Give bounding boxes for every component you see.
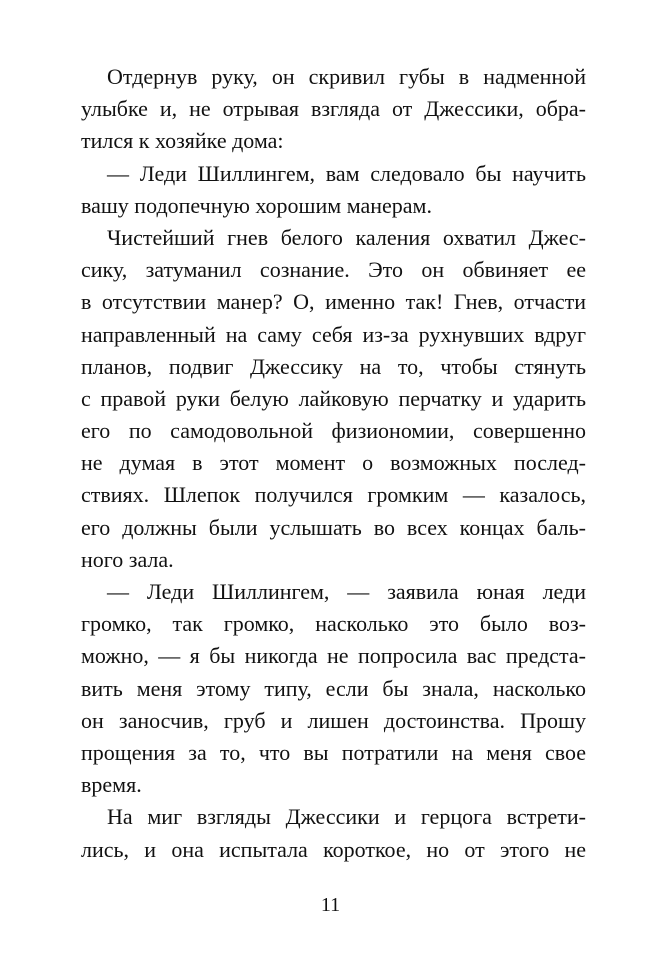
text-line: с правой руки белую лайковую перчатку и ударить xyxy=(81,385,586,411)
text-line: направленный на саму себя из-за рухнувших вдруг xyxy=(81,321,586,347)
text-line: улыбке и, не отрывая взгляда от Джессики, обра- xyxy=(81,96,586,122)
text-line: его должны были услышать во всех концах баль- xyxy=(81,514,586,540)
text-line: планов, подвиг Джессику на то, чтобы стянуть xyxy=(81,353,586,379)
text-line: в отсутствии манер? О, именно так! Гнев, отчасти xyxy=(81,289,586,315)
text-line: сику, затуманил сознание. Это он обвиняет ее xyxy=(81,257,586,283)
text-line: время. xyxy=(81,772,142,798)
body-text xyxy=(81,61,586,866)
page-number: 11 xyxy=(320,894,341,916)
text-line: На миг взгляды Джессики и герцога встрети- xyxy=(107,804,586,830)
text-line: Отдернув руку, он скривил губы в надменной xyxy=(107,64,586,89)
text-line: ствиях. Шлепок получился громким — казалось, xyxy=(81,482,586,508)
text-line: он заносчив, груб и лишен достоинства. Прошу xyxy=(81,707,586,733)
text-line: — Леди Шиллингем, вам следовало бы научить xyxy=(107,160,586,186)
text-line: вашу подопечную хорошим манерам. xyxy=(81,192,432,218)
text-line: громко, так громко, насколько это было воз- xyxy=(81,611,586,637)
text-line: его по самодовольной физиономии, совершенно xyxy=(81,418,586,444)
text-line: Чистейший гнев белого каления охватил Джес- xyxy=(107,224,586,250)
text-line: прощения за то, что вы потратили на меня свое xyxy=(81,739,586,765)
text-line: вить меня этому типу, если бы знала, насколько xyxy=(81,675,586,701)
text-line: не думая в этот момент о возможных послед- xyxy=(81,450,586,476)
text-line: можно, — я бы никогда не попросила вас предста- xyxy=(81,643,586,669)
text-line: лись, и она испытала короткое, но от этого не xyxy=(81,836,586,862)
text-line: ного зала. xyxy=(81,546,174,572)
text-line: тился к хозяйке дома: xyxy=(81,128,284,154)
text-line: — Леди Шиллингем, — заявила юная леди xyxy=(107,579,586,604)
